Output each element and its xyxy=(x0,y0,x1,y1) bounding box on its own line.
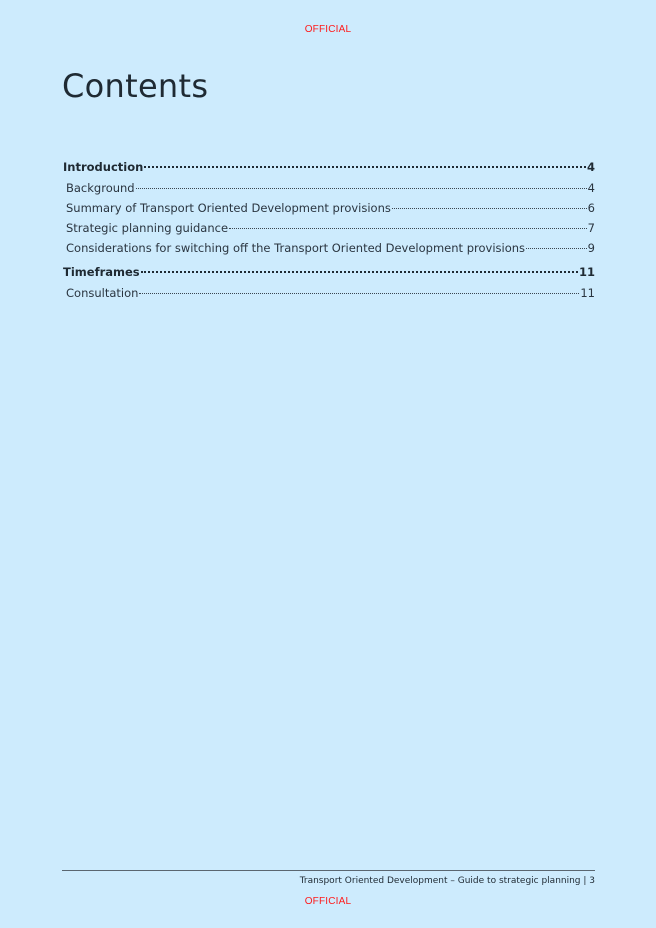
toc-entry-summary-provisions[interactable] xyxy=(63,200,595,220)
toc-entry-timeframes[interactable] xyxy=(63,264,595,285)
page-title: Contents xyxy=(62,67,209,105)
toc-entry-label: Introduction xyxy=(63,160,144,174)
toc-entry-introduction[interactable] xyxy=(63,159,595,180)
toc-entry-label: Timeframes xyxy=(63,265,140,279)
toc-entry-label: Considerations for switching off the Transport Oriented Development provisions xyxy=(66,241,526,255)
toc-dot-leader xyxy=(526,248,587,249)
toc-page-number: 11 xyxy=(580,286,595,300)
toc-entry-strategic-planning-guidance[interactable] xyxy=(63,220,595,240)
toc-entry-label: Summary of Transport Oriented Development provisions xyxy=(66,201,391,215)
classification-marking-bottom: OFFICIAL xyxy=(304,896,352,907)
toc-entry-label: Background xyxy=(66,181,135,195)
toc-entry-label: Consultation xyxy=(66,286,139,300)
table-of-contents xyxy=(63,159,595,305)
toc-page-number: 6 xyxy=(587,201,595,215)
toc-entry-label: Strategic planning guidance xyxy=(66,221,229,235)
toc-dot-leader xyxy=(229,228,587,229)
toc-entry-background[interactable] xyxy=(63,180,595,200)
toc-dot-leader xyxy=(392,208,587,209)
toc-dot-leader xyxy=(144,166,586,168)
footer-document-title: Transport Oriented Development – Guide to strategic planning | 3 xyxy=(299,876,595,886)
toc-dot-leader xyxy=(139,293,579,294)
toc-page-number: 4 xyxy=(586,160,595,174)
toc-dot-leader xyxy=(136,188,587,189)
classification-marking-top: OFFICIAL xyxy=(304,24,352,35)
toc-page-number: 11 xyxy=(578,265,595,279)
toc-page-number: 4 xyxy=(587,181,595,195)
toc-entry-consultation[interactable] xyxy=(63,285,595,305)
toc-page-number: 9 xyxy=(587,241,595,255)
toc-dot-leader xyxy=(141,271,578,273)
footer-divider xyxy=(62,870,595,871)
toc-entry-considerations[interactable] xyxy=(63,240,595,260)
toc-page-number: 7 xyxy=(587,221,595,235)
